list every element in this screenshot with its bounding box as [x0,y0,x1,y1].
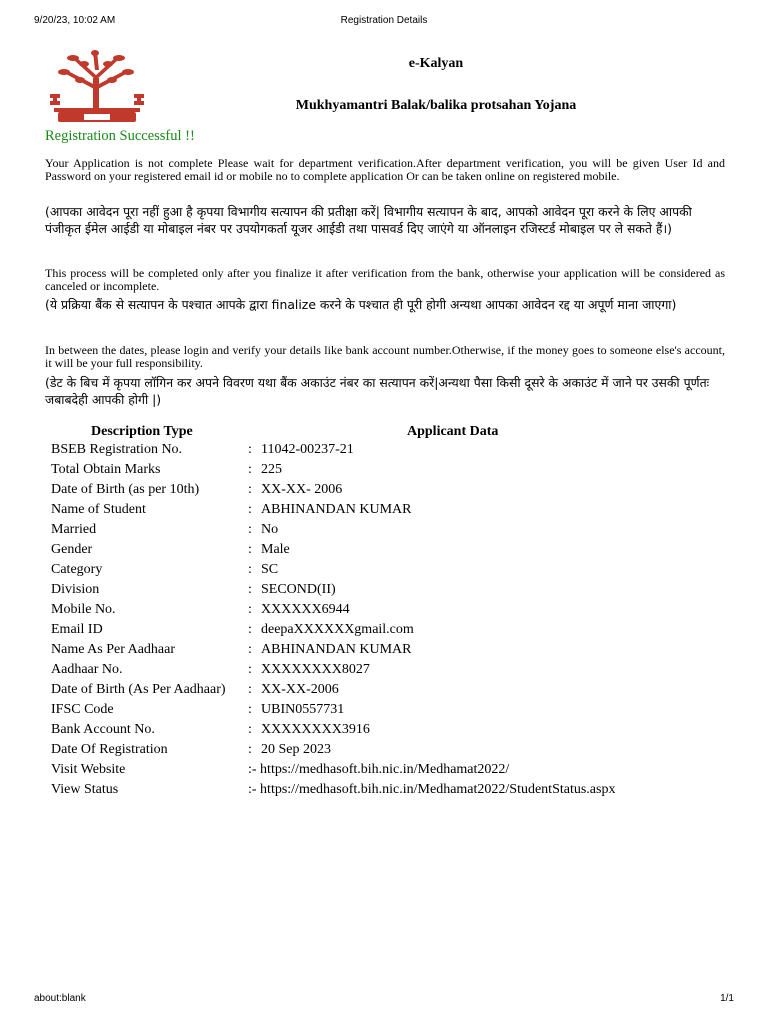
notice-3-english: In between the dates, please login and verify your details like bank account number.Otherwise, if the money goes to someone else's account, it will be your full responsibility. [45,343,725,370]
print-header [0,15,768,29]
row-label: Date of Birth (as per 10th) [51,482,200,497]
row-separator: : [248,482,252,497]
bihar-government-seal-logo [44,50,150,126]
row-label: Total Obtain Marks [51,462,161,477]
row-value: SC [261,562,279,577]
row-label: Category [51,562,103,577]
row-value: 11042-00237-21 [261,442,354,457]
row-label: Date of Birth (As Per Aadhaar) [51,682,226,697]
row-value: 225 [261,462,282,477]
table-row [50,682,730,702]
row-separator: : [248,542,252,557]
row-label: Date Of Registration [51,742,168,757]
row-label: Mobile No. [51,602,116,617]
notice-3-hindi: (डेट के बिच में कृपया लॉगिन कर अपने विवरण यथा बैंक अकाउंट नंबर का सत्यापन करें|अन्यथा पैसा किसी दूसरे के अकाउंट में जाने पर उसकी पूर्णतः जबाबदेही आपकी होगी |) [45,375,710,407]
table-row [50,462,730,482]
table-row-link [50,762,730,782]
row-value: ABHINANDAN KUMAR [261,642,412,657]
row-label: Bank Account No. [51,722,155,737]
row-value: Male [261,542,290,557]
notice-2-english: This process will be completed only after you finalize it after verification from the bank, otherwise your application will be considered as canceled or incomplete. [45,266,725,293]
notice-1-hindi: (आपका आवेदन पूरा नहीं हुआ है कृपया विभागीय सत्यापन की प्रतीक्षा करें| विभागीय सत्यापन के बाद, आपको आवेदन पूरा करने के लिए आपकी पंजीकृत ईमेल आईडी या मोबाइल नंबर पर उपयोगकर्ता यूजर आईडी तथा पासवर्ड दिए जाएंगे या ऑनलाइन रजिस्टर्ड मोबाइल पर ले सकते हैं।) [45,204,692,236]
row-separator: : [248,742,252,757]
row-value: ABHINANDAN KUMAR [261,502,412,517]
table-row [50,602,730,622]
table-row [50,702,730,722]
row-value: SECOND(II) [261,582,336,597]
row-label: Division [51,582,100,597]
row-separator: : [248,602,252,617]
row-value: XXXXXX6944 [261,602,350,617]
scheme-title: Mukhyamantri Balak/balika protsahan Yojana [295,98,577,113]
header-description-type: Description Type [91,424,193,439]
row-label: Married [51,522,97,537]
print-timestamp: 9/20/23, 10:02 AM [34,15,116,26]
row-label: Gender [51,542,93,557]
table-row [50,522,730,542]
table-row [50,482,730,502]
row-value: XXXXXXXX8027 [261,662,370,677]
row-separator: : [248,622,252,637]
table-row [50,722,730,742]
row-separator: : [248,662,252,677]
table-row [50,622,730,642]
view-status-link[interactable]: :- https://medhasoft.bih.nic.in/Medhamat2022/StudentStatus.aspx [248,782,616,797]
row-separator: : [248,502,252,517]
row-label: Email ID [51,622,103,637]
notice-2-hindi: (ये प्रक्रिया बैंक से सत्यापन के पश्चात आपके द्वारा finalize करने के पश्चात ही पूरी होगी अन्यथा आपका आवेदन रद्द या अपूर्ण माना जाएगा) [45,297,677,312]
row-label: BSEB Registration No. [51,442,183,457]
row-value: XX-XX-2006 [261,682,339,697]
row-label: IFSC Code [51,702,114,717]
print-footer [0,993,768,1007]
row-separator: : [248,462,252,477]
table-row-link [50,782,730,802]
header-applicant-data: Applicant Data [407,424,499,439]
table-row [50,642,730,662]
row-label: Aadhaar No. [51,662,123,677]
registration-success-message: Registration Successful !! [45,128,195,144]
table-row [50,662,730,682]
row-separator: : [248,582,252,597]
row-value: XX-XX- 2006 [261,482,343,497]
table-row [50,502,730,522]
row-separator: : [248,442,252,457]
row-separator: : [248,562,252,577]
table-row [50,742,730,762]
visit-website-link[interactable]: :- https://medhasoft.bih.nic.in/Medhamat2022/ [248,762,510,777]
print-page-number: 1/1 [720,993,734,1004]
link-row-label: Visit Website [51,762,126,777]
link-row-label: View Status [51,782,119,797]
row-label: Name As Per Aadhaar [51,642,176,657]
print-url: about:blank [34,993,86,1004]
print-page-title: Registration Details [340,15,428,26]
table-row [50,542,730,562]
site-title: e-Kalyan [408,56,464,71]
row-value: deepaXXXXXXgmail.com [261,622,414,637]
row-separator: : [248,702,252,717]
table-header [50,424,730,442]
row-value: No [261,522,279,537]
row-separator: : [248,642,252,657]
row-value: XXXXXXXX3916 [261,722,370,737]
table-row [50,582,730,602]
row-separator: : [248,682,252,697]
row-separator: : [248,522,252,537]
row-separator: : [248,722,252,737]
row-value: 20 Sep 2023 [261,742,331,757]
notice-1-english: Your Application is not complete Please wait for department verification.After department verification, you will be given User Id and Password on your registered email id or mobile no to complete application Or can be taken online on registered mobile. [45,156,725,183]
applicant-details-table [50,424,730,802]
table-row [50,442,730,462]
row-value: UBIN0557731 [261,702,345,717]
table-row [50,562,730,582]
row-label: Name of Student [51,502,146,517]
